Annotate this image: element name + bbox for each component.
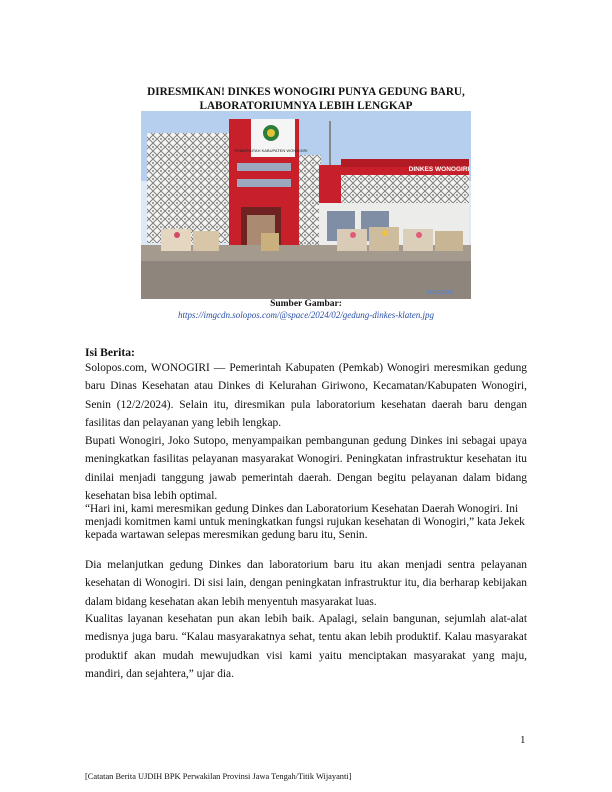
article-title-line-1: DIRESMIKAN! DINKES WONOGIRI PUNYA GEDUNG BARU, bbox=[147, 86, 465, 98]
building-illustration bbox=[141, 111, 471, 299]
sign-text: PEMERINTAH KABUPATEN WONOGIRI bbox=[234, 148, 308, 153]
paragraph-5: Kualitas layanan kesehatan pun akan lebih baik. Apalagi, selain bangunan, sejumlah alat-alat medisnya juga baru. “Kalau masyarakatnya sehat, tentu akan lebih produktif. Kalau masyarakat produktif akan mudah mewujudkan visi kami yaitu menciptakan masyarakat yang maju, mandiri, dan sejahtera,” ujar dia. bbox=[85, 613, 527, 680]
facade-text: DINKES WONOGIRI bbox=[408, 166, 470, 173]
paragraph-2: Bupati Wonogiri, Joko Sutopo, menyampaikan pembangunan gedung Dinkes ini sebagai upaya meningkatkan fasilitas pelayanan masyarakat Wonogiri. Peningkatan infrastruktur kesehatan itu dinilai menjadi tanggung jawab pemerintah daerah. Dengan begitu pelayanan dalam bidang kesehatan bisa lebih optimal. bbox=[85, 435, 527, 502]
page-number: 1 bbox=[520, 734, 526, 746]
footer-note: [Catatan Berita UJDIH BPK Perwakilan Provinsi Jawa Tengah/Titik Wijayanti] bbox=[85, 772, 352, 781]
watermark: solopos bbox=[426, 289, 453, 296]
section-heading: Isi Berita: bbox=[85, 346, 135, 359]
paragraph-quote: “Hari ini, kami meresmikan gedung Dinkes dan Laboratorium Kesehatan Daerah Wonogiri. Ini menjadi komitmen kami untuk meningkatkan fungsi rujukan kesehatan di Wonogiri,” kata Jekek kepada wartawan selepas meresmikan gedung baru itu, Senin. bbox=[85, 503, 525, 541]
article-title-line-2: LABORATORIUMNYA LEBIH LENGKAP bbox=[199, 99, 413, 112]
paragraph-4: Dia melanjutkan gedung Dinkes dan laboratorium baru itu akan menjadi sentra pelayanan kesehatan di Wonogiri. Di sisi lain, dengan peningkatan infrastruktur itu, dia berharap kebijakan dalam bidang kesehatan akan lebih menyentuh masyarakat luas. bbox=[85, 559, 527, 608]
caption-url[interactable]: https://imgcdn.solopos.com/@space/2024/02/gedung-dinkes-klaten.jpg bbox=[178, 310, 434, 320]
article-title bbox=[84, 86, 528, 113]
paragraph-1: Solopos.com, WONOGIRI — Pemerintah Kabupaten (Pemkab) Wonogiri meresmikan gedung baru Dinas Kesehatan atau Dinkes di Kelurahan Giriwono, Kecamatan/Kabupaten Wonogiri, Senin (12/2/2024). Selain itu, diresmikan pula laboratorium kesehatan daerah baru dengan fasilitas dan pelayanan yang lebih lengkap. bbox=[85, 362, 527, 429]
caption-label: Sumber Gambar: bbox=[270, 299, 342, 309]
building-photo bbox=[141, 111, 471, 299]
